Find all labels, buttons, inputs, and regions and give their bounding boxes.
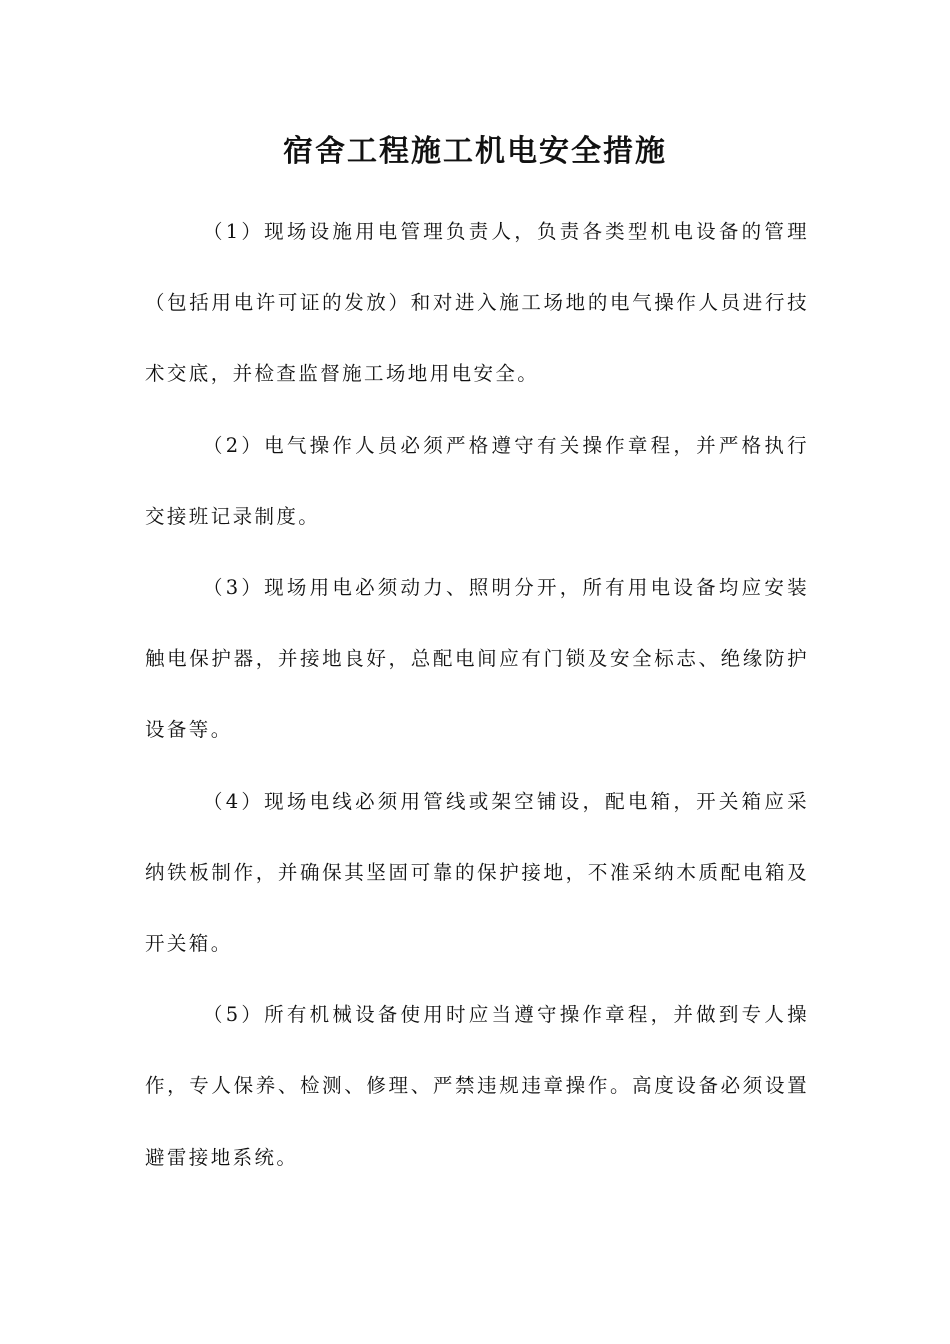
- paragraph-4: （4）现场电线必须用管线或架空铺设，配电箱，开关箱应采纳铁板制作，并确保其坚固可靠的保护接地，不准采纳木质配电箱及开关箱。: [145, 789, 809, 956]
- paragraph-5: （5）所有机械设备使用时应当遵守操作章程，并做到专人操作，专人保养、检测、修理、严禁违规违章操作。高度设备必须设置避雷接地系统。: [145, 1003, 809, 1169]
- document-body: [145, 196, 809, 1193]
- page-title: 宿舍工程施工机电安全措施: [283, 134, 667, 169]
- paragraph-2: （2）电气操作人员必须严格遵守有关操作章程，并严格执行交接班记录制度。: [145, 433, 809, 528]
- paragraph-1: （1）现场设施用电管理负责人，负责各类型机电设备的管理（包括用电许可证的发放）和对进入施工场地的电气操作人员进行技术交底，并检查监督施工场地用电安全。: [145, 220, 809, 386]
- paragraph-3: （3）现场用电必须动力、照明分开，所有用电设备均应安装触电保护器，并接地良好，总配电间应有门锁及安全标志、绝缘防护设备等。: [145, 576, 809, 742]
